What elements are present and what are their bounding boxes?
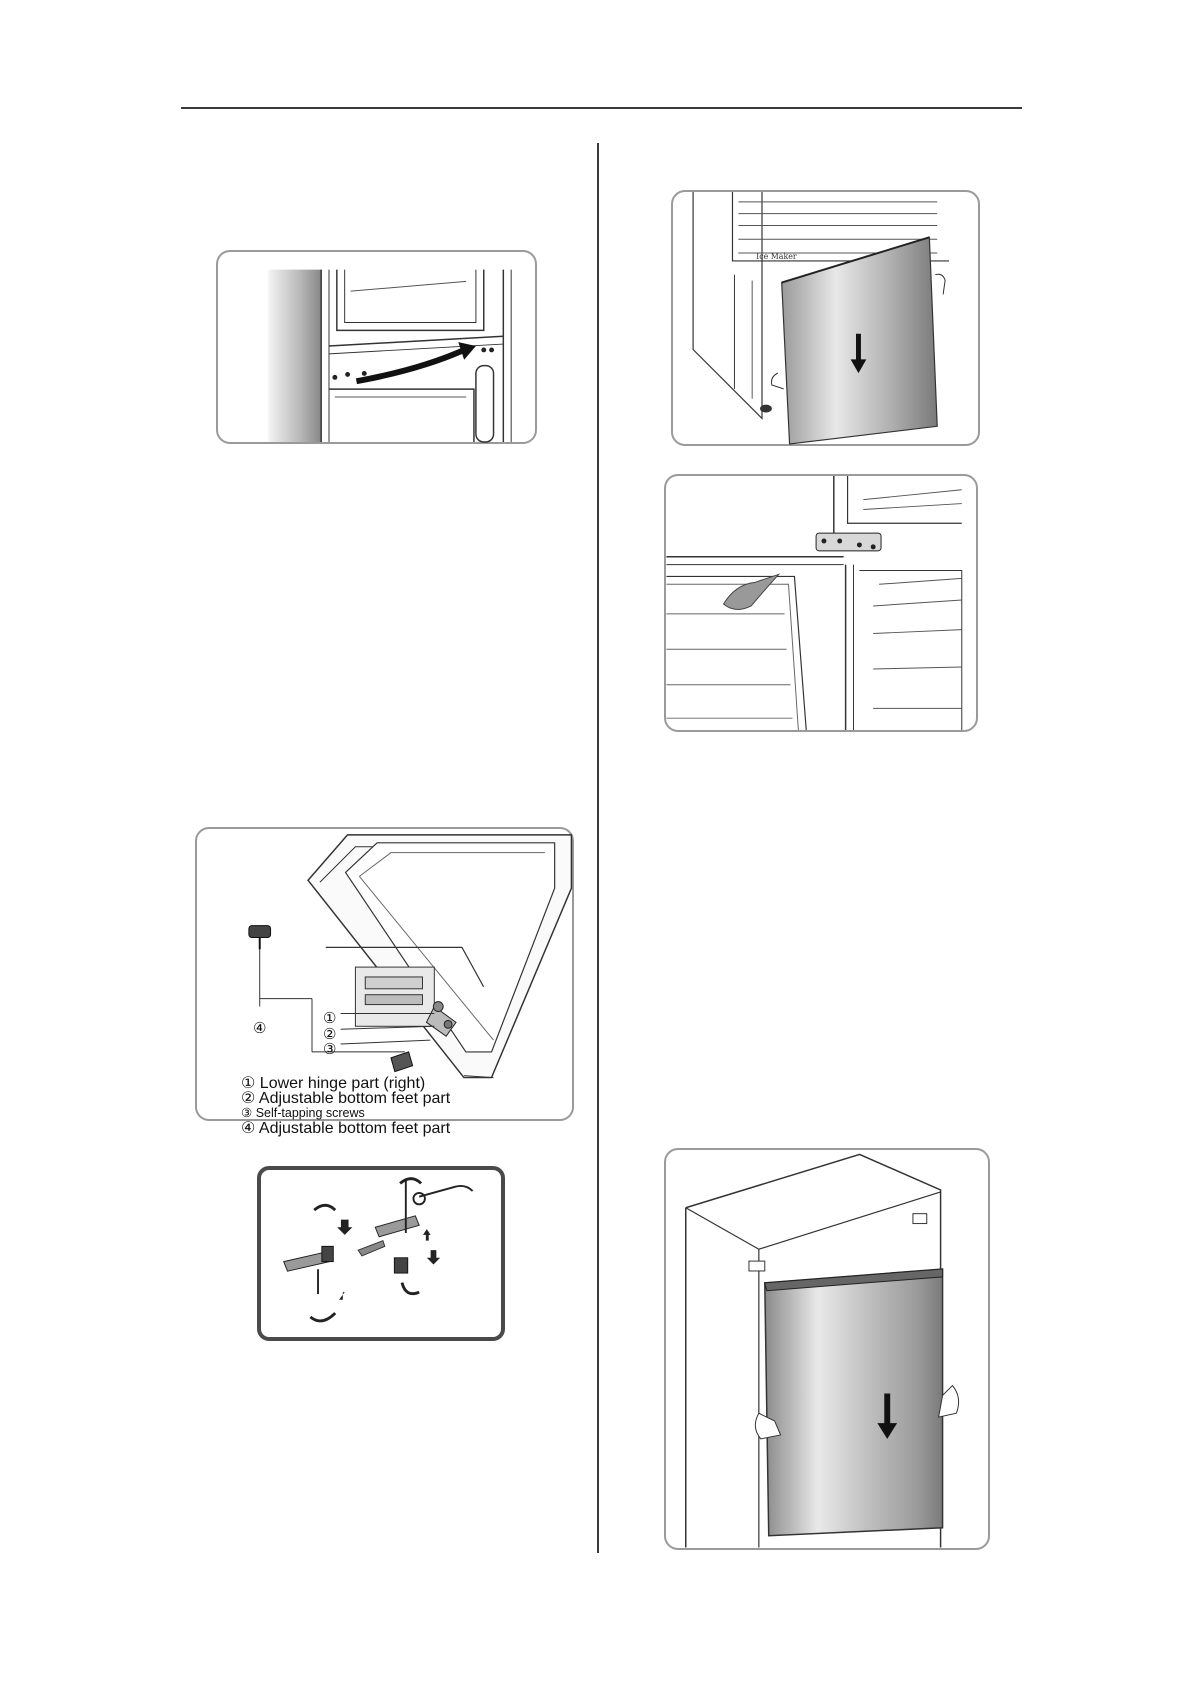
figure-lower-door bbox=[671, 190, 980, 446]
curved-arrow-icon bbox=[356, 342, 475, 381]
figure-middle-hinge bbox=[664, 474, 978, 732]
figure-legend bbox=[241, 1076, 450, 1136]
figure-bottom-feet bbox=[195, 827, 574, 1137]
header-rule bbox=[181, 107, 1022, 109]
callout-2: ② bbox=[323, 1026, 337, 1043]
figure-hinge-holes bbox=[216, 250, 537, 444]
callout-3: ③ bbox=[323, 1041, 337, 1058]
up-arrow-icon bbox=[339, 1229, 431, 1300]
callout-1: ① bbox=[323, 1010, 337, 1027]
figure-hinge-swap bbox=[257, 1166, 505, 1341]
legend-item-2: ② Adjustable bottom feet part bbox=[241, 1090, 451, 1107]
column-divider bbox=[597, 143, 599, 1553]
hand-icon bbox=[724, 574, 779, 609]
ice-maker-label: Ice Maker bbox=[756, 251, 797, 261]
wrench-icon bbox=[413, 1186, 472, 1204]
legend-item-4: ④ Adjustable bottom feet part bbox=[241, 1120, 451, 1137]
figure-upper-door bbox=[664, 1148, 990, 1550]
legend-item-1: ① Lower hinge part (right) bbox=[241, 1075, 426, 1092]
foot-part-icon bbox=[249, 926, 271, 950]
legend-item-3: ③ Self-tapping screws bbox=[241, 1106, 365, 1120]
callout-4: ④ bbox=[253, 1020, 267, 1037]
